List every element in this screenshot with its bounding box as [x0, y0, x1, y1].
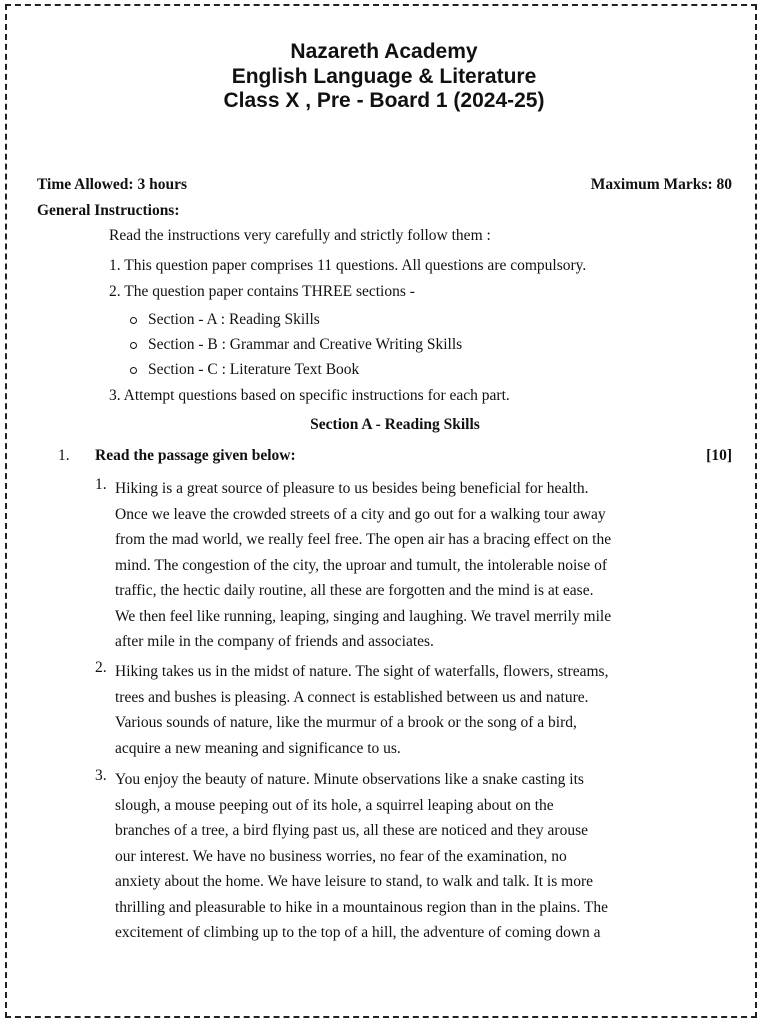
passage-line: Various sounds of nature, like the murmur of a brook or the song of a bird, [115, 714, 577, 731]
passage-paragraph [115, 767, 715, 946]
passage-line: branches of a tree, a bird flying past us, all these are noticed and they arouse [115, 822, 588, 839]
bullet-icon [130, 367, 137, 374]
passage-line: slough, a mouse peeping out of its hole, a squirrel leaping about on the [115, 796, 554, 814]
passage-line: thrilling and pleasurable to hike in a mountainous region than in the plains. The [115, 898, 609, 916]
section-list-item: Section - B : Grammar and Creative Writing Skills [148, 336, 463, 353]
passage-line: excitement of climbing up to the top of a hill, the adventure of coming down a [115, 924, 601, 941]
passage-line: Hiking takes us in the midst of nature. The sight of waterfalls, flowers, streams, [115, 663, 609, 680]
time-allowed: Time Allowed: 3 hours [37, 176, 187, 193]
section-list-item: Section - C : Literature Text Book [148, 361, 360, 378]
school-name: Nazareth Academy [290, 40, 478, 63]
question-number: 1. [58, 447, 70, 464]
bullet-icon [130, 317, 137, 324]
instruction-item: 2. The question paper contains THREE sections - [109, 283, 415, 300]
passage-paragraph [115, 476, 715, 655]
instructions-heading: General Instructions: [37, 202, 180, 219]
question-marks: [10] [706, 447, 732, 464]
section-a-title: Section A - Reading Skills [310, 416, 480, 433]
bullet-icon [130, 342, 137, 349]
passage-line: our interest. We have no business worries, no fear of the examination, no [115, 847, 567, 865]
passage-line: You enjoy the beauty of nature. Minute observations like a snake casting its [115, 771, 584, 788]
instruction-item: 1. This question paper comprises 11 questions. All questions are compulsory. [109, 257, 587, 274]
passage-line: Once we leave the crowded streets of a city and go out for a walking tour away [115, 505, 606, 523]
passage-line: acquire a new meaning and significance to us. [115, 739, 401, 757]
paragraph-number: 3. [95, 767, 107, 784]
passage-line: from the mad world, we really feel free. The open air has a bracing effect on the [115, 531, 612, 548]
passage-line: anxiety about the home. We have leisure to stand, to walk and talk. It is more [115, 873, 593, 890]
paragraph-number: 2. [95, 659, 107, 676]
paragraph-number: 1. [95, 476, 107, 493]
passage-line: traffic, the hectic daily routine, all these are forgotten and the mind is at ease. [115, 582, 594, 599]
passage-paragraph [115, 659, 715, 761]
subject-title: English Language & Literature [231, 64, 537, 88]
maximum-marks: Maximum Marks: 80 [590, 176, 732, 193]
section-list-item: Section - A : Reading Skills [148, 311, 320, 328]
instructions-intro: Read the instructions very carefully and strictly follow them : [109, 227, 491, 244]
passage-line: We then feel like running, leaping, singing and laughing. We travel merrily mile [115, 607, 612, 625]
question-text: Read the passage given below: [95, 447, 296, 464]
page-header [0, 40, 768, 114]
instruction-item: 3. Attempt questions based on specific instructions for each part. [109, 387, 510, 404]
exam-title: Class X , Pre - Board 1 (2024-25) [223, 89, 545, 112]
passage-line: mind. The congestion of the city, the uproar and tumult, the intolerable noise of [115, 556, 608, 574]
passage-line: Hiking is a great source of pleasure to us besides being beneficial for health. [115, 480, 589, 497]
passage-line: after mile in the company of friends and associates. [115, 633, 434, 650]
passage-line: trees and bushes is pleasing. A connect is established between us and nature. [115, 688, 589, 706]
